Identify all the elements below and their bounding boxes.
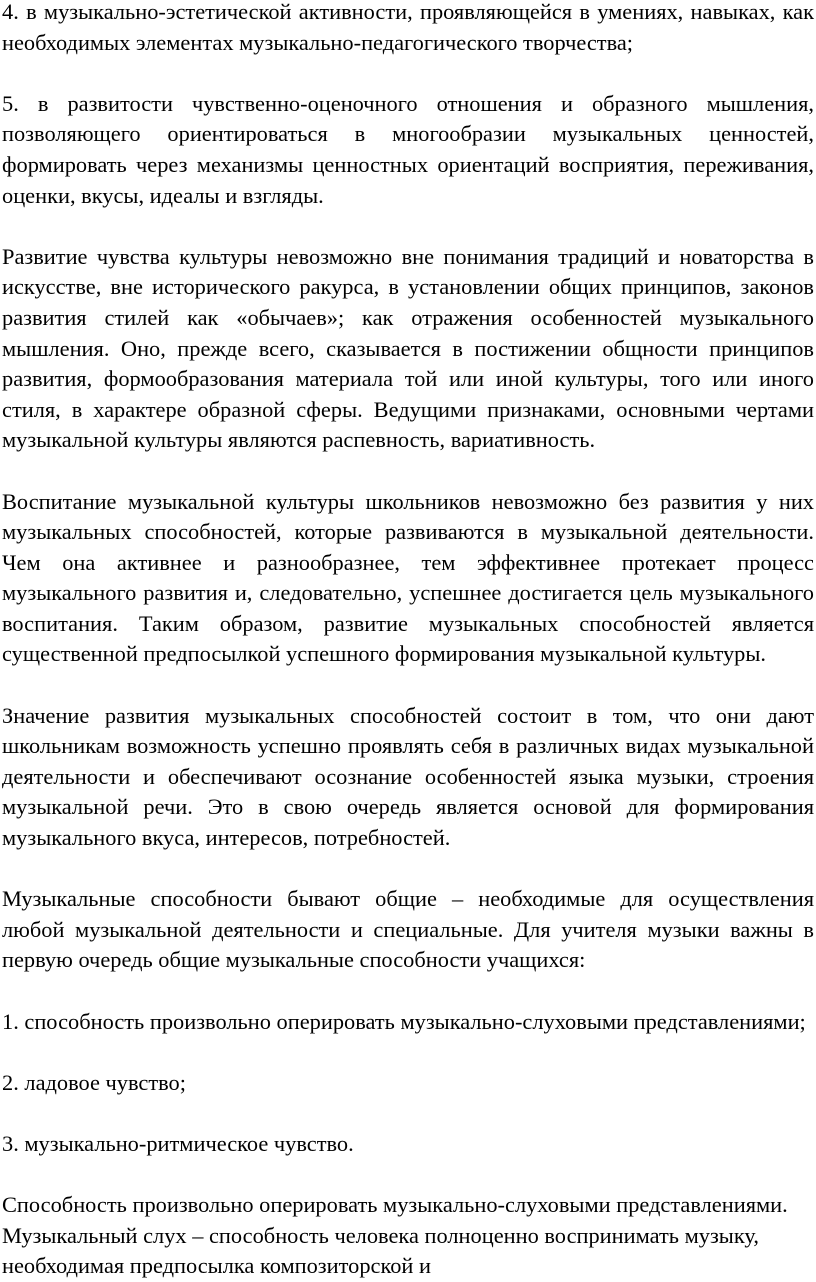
list-item-2: 2. ладовое чувство; bbox=[2, 1069, 186, 1095]
paragraph-music-education: Воспитание музыкальной культуры школьников невозможно без развития у них музыкальных способностей, которые развиваются в музыкальной деятельности. Чем она активнее и разнообразнее, тем эффективнее протекает процесс музыкального развития и, следовательно, успешнее достигается цель музыкального воспитания. Таким образом, развитие музыкальных способностей является существенной предпосылкой успешного формирования музыкальной культуры. bbox=[2, 488, 814, 667]
list-item-1: 1. способность произвольно оперировать музыкально-слуховыми представлениями; bbox=[2, 1008, 806, 1034]
paragraph-auditory-representations: Способность произвольно оперировать музыкально-слуховыми представлениями. Музыкальный слух – способность человека полноценно воспринимать музыку, необходимая предпосылка композиторской и bbox=[2, 1192, 788, 1279]
list-item-4: 4. в музыкально-эстетической активности, проявляющейся в умениях, навыках, как необходимых элементах музыкально-педагогического творчества; bbox=[2, 0, 814, 55]
list-item-3: 3. музыкально-ритмическое чувство. bbox=[2, 1130, 354, 1156]
list-item-5: 5. в развитости чувственно-оценочного отношения и образного мышления, позволяющего ориентироваться в многообразии музыкальных ценностей, формировать через механизмы ценностных ориентаций восприятия, переживания, оценки, вкусы, идеалы и взгляды. bbox=[2, 90, 814, 208]
paragraph-general-abilities: Музыкальные способности бывают общие – необходимые для осуществления любой музыкальной деятельности и специальные. Для учителя музыки важны в первую очередь общие музыкальные способности учащихся: bbox=[2, 886, 814, 973]
paragraph-culture-development: Развитие чувства культуры невозможно вне понимания традиций и новаторства в искусстве, вне исторического ракурса, в установлении общих принципов, законов развития стилей как «обычаев»; как отражения особенностей музыкального мышления. Оно, прежде всего, сказывается в постижении общности принципов развития, формообразования материала той или иной культуры, того или иного стиля, в характере образной сферы. Ведущими признаками, основными чертами музыкальной культуры являются распевность, вариативность. bbox=[2, 243, 814, 453]
paragraph-abilities-significance: Значение развития музыкальных способностей состоит в том, что они дают школьникам возможность успешно проявлять себя в различных видах музыкальной деятельности и обеспечивают осознание особенностей языка музыки, строения музыкальной речи. Это в свою очередь является основой для формирования музыкального вкуса, интересов, потребностей. bbox=[2, 702, 814, 851]
